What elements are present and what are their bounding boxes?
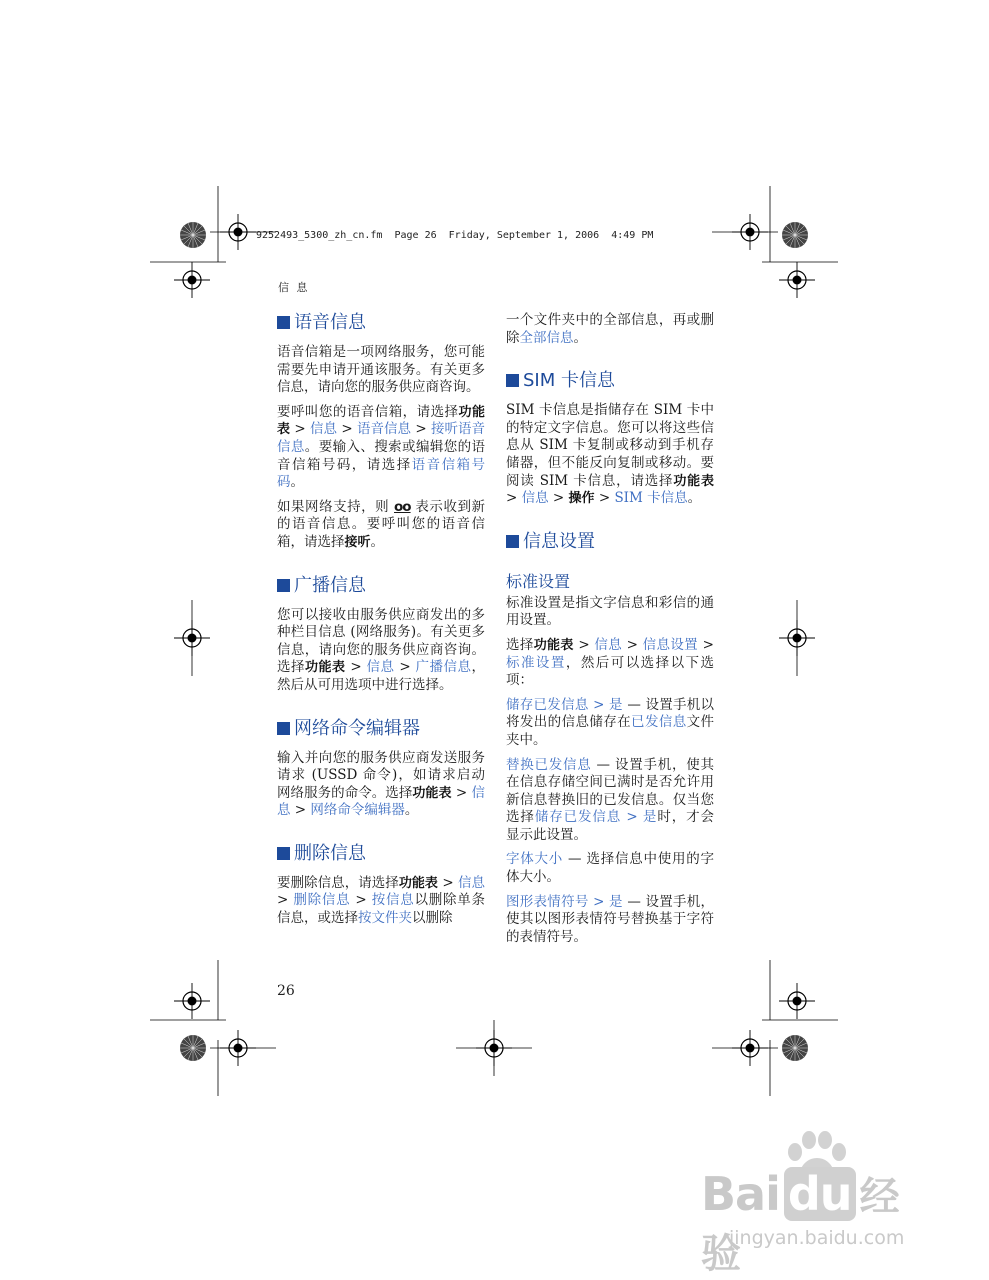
square-bullet-icon — [506, 374, 519, 387]
watermark-url: jingyan.baidu.com — [729, 1227, 905, 1249]
baidu-jingyan-watermark — [701, 1135, 931, 1277]
paragraph: SIM 卡信息是指储存在 SIM 卡中的特定文字信息。您可以将这些信息从 SIM 卡复制或移动到手机存储器，但不能反向复制或移动。要阅读 SIM 卡信息，请选择功能表 > 信息 > 操作 > SIM 卡信息。 — [506, 402, 714, 507]
heading-delete-messages: 删除信息 — [277, 843, 485, 865]
paragraph: 一个文件夹中的全部信息，再或删除全部信息。 — [506, 312, 714, 346]
heading-service-commands: 网络命令编辑器 — [277, 718, 485, 740]
paragraph: 替换已发信息 — 设置手机，使其在信息存储空间已满时是否允许用新信息替换旧的已发信息。仅当您选择储存已发信息 > 是时，才会显示此设置。 — [506, 756, 715, 843]
paragraph: 储存已发信息 > 是 — 设置手机以将发出的信息储存在已发信息文件夹中。 — [506, 696, 715, 748]
watermark-brand: Bai — [701, 1167, 780, 1221]
watermark-brand-cn: 经验 — [701, 1174, 899, 1277]
page-number: 26 — [277, 983, 295, 999]
square-bullet-icon — [506, 535, 519, 548]
paragraph: 要删除信息，请选择功能表 > 信息 > 删除信息 > 按信息以删除单条信息，或选择按文件夹以删除 — [277, 874, 486, 927]
square-bullet-icon — [277, 847, 290, 860]
paragraph: 输入并向您的服务供应商发送服务请求 (USSD 命令)，如请求启动网络服务的命令。选择功能表 > 信息 > 网络命令编辑器。 — [277, 749, 485, 819]
paragraph: 要呼叫您的语音信箱，请选择功能表 > 信息 > 语音信息 > 接听语音信息。要输入、搜索或编辑您的语音信箱号码，请选择语音信箱号码。 — [277, 403, 486, 491]
subheading-general-settings: 标准设置 — [506, 571, 571, 591]
running-header: 信 息 — [278, 281, 310, 294]
paragraph: 如果网络支持，则 oo 表示收到新的语音信息。要呼叫您的语音信箱，请选择接听。 — [277, 498, 485, 550]
paragraph: 语音信箱是一项网络服务，您可能需要先申请开通该服务。有关更多信息，请向您的服务供应商咨询。 — [277, 344, 485, 396]
square-bullet-icon — [277, 722, 290, 735]
heading-message-settings: 信息设置 — [506, 531, 714, 553]
paragraph: 字体大小 — 选择信息中使用的字体大小。 — [506, 851, 714, 886]
heading-sim-messages: SIM 卡信息 — [506, 370, 714, 392]
paragraph: 标准设置是指文字信息和彩信的通用设置。 — [506, 594, 714, 629]
voicemail-icon: oo — [394, 498, 411, 515]
watermark-brand-du: du — [784, 1167, 856, 1221]
paragraph: 选择功能表 > 信息 > 信息设置 > 标准设置，然后可以选择以下选项： — [506, 636, 715, 689]
heading-voice-messages: 语音信息 — [277, 312, 485, 334]
heading-broadcast-messages: 广播信息 — [277, 575, 485, 597]
left-column — [277, 312, 485, 935]
square-bullet-icon — [277, 316, 290, 329]
paragraph: 您可以接收由服务供应商发出的多种栏目信息 (网络服务)。有关更多信息，请向您的服务供应商咨询。选择功能表 > 信息 > 广播信息，然后从可用选项中进行选择。 — [277, 606, 485, 693]
right-column — [506, 312, 714, 953]
print-file-info: 9252493_5300_zh_cn.fm Page 26 Friday, September 1, 2006 4:49 PM — [256, 230, 654, 241]
square-bullet-icon — [277, 579, 290, 592]
paragraph: 图形表情符号 > 是 — 设置手机，使其以图形表情符号替换基于字符的表情符号。 — [506, 893, 715, 945]
